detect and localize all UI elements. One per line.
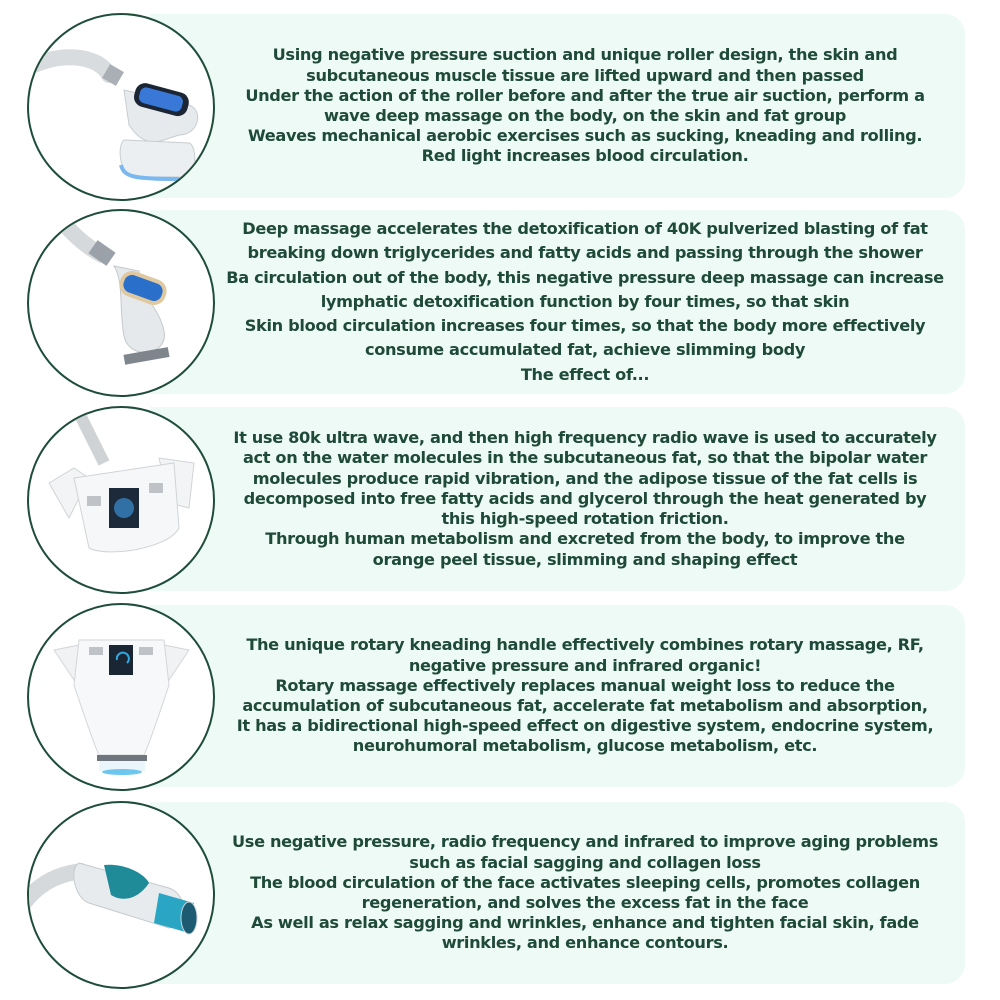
- text-line: Red light increases blood circulation.: [421, 146, 749, 166]
- text-line: The blood circulation of the face activates sleeping cells, promotes collagen: [250, 872, 920, 892]
- text-line: wrinkles, and enhance contours.: [441, 933, 729, 953]
- feature-section-3: [0, 407, 1000, 591]
- feature-section-5: [0, 802, 1000, 984]
- text-line: neurohumoral metabolism, glucose metabolism, etc.: [352, 736, 818, 756]
- feature-description-1: [210, 14, 960, 198]
- feature-description-3: [210, 407, 960, 591]
- feature-description-5: [210, 802, 960, 984]
- text-line: Deep massage accelerates the detoxification of 40K pulverized blasting of fat: [242, 218, 928, 238]
- text-line: Through human metabolism and excreted from the body, to improve the: [265, 529, 905, 549]
- text-line: regeneration, and solves the excess fat in the face: [361, 893, 809, 912]
- text-line: act on the water molecules in the subcutaneous fat, so that the bipolar water: [242, 448, 928, 468]
- feature-description-4: [210, 605, 960, 787]
- text-line: negative pressure and infrared organic!: [408, 655, 762, 675]
- feature-section-4: [0, 605, 1000, 787]
- text-line: Use negative pressure, radio frequency and infrared to improve aging problems: [232, 832, 938, 852]
- text-line: It has a bidirectional high-speed effect on digestive system, endocrine system,: [236, 716, 934, 736]
- facial-handpiece-icon: [29, 803, 213, 987]
- text-line: subcutaneous muscle tissue are lifted upward and then passed: [306, 65, 864, 85]
- feature-section-1: [0, 14, 1000, 198]
- text-line: orange peel tissue, slimming and shaping effect: [372, 549, 798, 569]
- text-line: The unique rotary kneading handle effectively combines rotary massage, RF,: [246, 635, 924, 655]
- text-line: such as facial sagging and collagen loss: [409, 852, 761, 872]
- text-line: consume accumulated fat, achieve slimming body: [364, 340, 806, 360]
- text-line: wave deep massage on the body, on the skin and fat group: [323, 106, 846, 125]
- vertical-handpiece-icon: [29, 211, 213, 395]
- text-line: The effect of...: [520, 364, 650, 384]
- product-image-rotary-kneading: [27, 603, 215, 791]
- product-image-body-roller: [27, 13, 215, 201]
- text-line: Ba circulation out of the body, this negative pressure deep massage can increase: [226, 267, 944, 287]
- text-line: lymphatic detoxification function by four times, so that skin: [320, 291, 850, 311]
- rotary-handpiece-icon: [29, 605, 213, 789]
- text-line: Rotary massage effectively replaces manual weight loss to reduce the: [275, 675, 895, 695]
- text-line: this high-speed rotation friction.: [441, 509, 729, 529]
- roller-handpiece-icon: [29, 15, 213, 199]
- text-line: molecules produce rapid vibration, and the adipose tissue of the fat cells is: [252, 468, 918, 488]
- text-line: It use 80k ultra wave, and then high frequency radio wave is used to accurately: [233, 428, 937, 448]
- text-line: Weaves mechanical aerobic exercises such as sucking, kneading and rolling.: [247, 126, 923, 146]
- text-line: decomposed into free fatty acids and glycerol through the heat generated by: [243, 488, 927, 508]
- text-line: breaking down triglycerides and fatty acids and passing through the shower: [247, 243, 923, 263]
- feature-section-2: [0, 210, 1000, 394]
- two-handle-handpiece-icon: [29, 408, 213, 592]
- text-line: accumulation of subcutaneous fat, accelerate fat metabolism and absorption,: [242, 696, 928, 715]
- text-line: Under the action of the roller before and after the true air suction, perform a: [245, 85, 925, 105]
- text-line: Skin blood circulation increases four times, so that the body more effectively: [244, 316, 926, 336]
- product-image-facial-handpiece: [27, 801, 215, 989]
- product-image-vertical-handpiece: [27, 209, 215, 397]
- feature-description-2: [210, 210, 960, 394]
- text-line: Using negative pressure suction and unique roller design, the skin and: [272, 45, 898, 65]
- product-image-two-handle-rf: [27, 406, 215, 594]
- text-line: As well as relax sagging and wrinkles, enhance and tighten facial skin, fade: [251, 913, 919, 933]
